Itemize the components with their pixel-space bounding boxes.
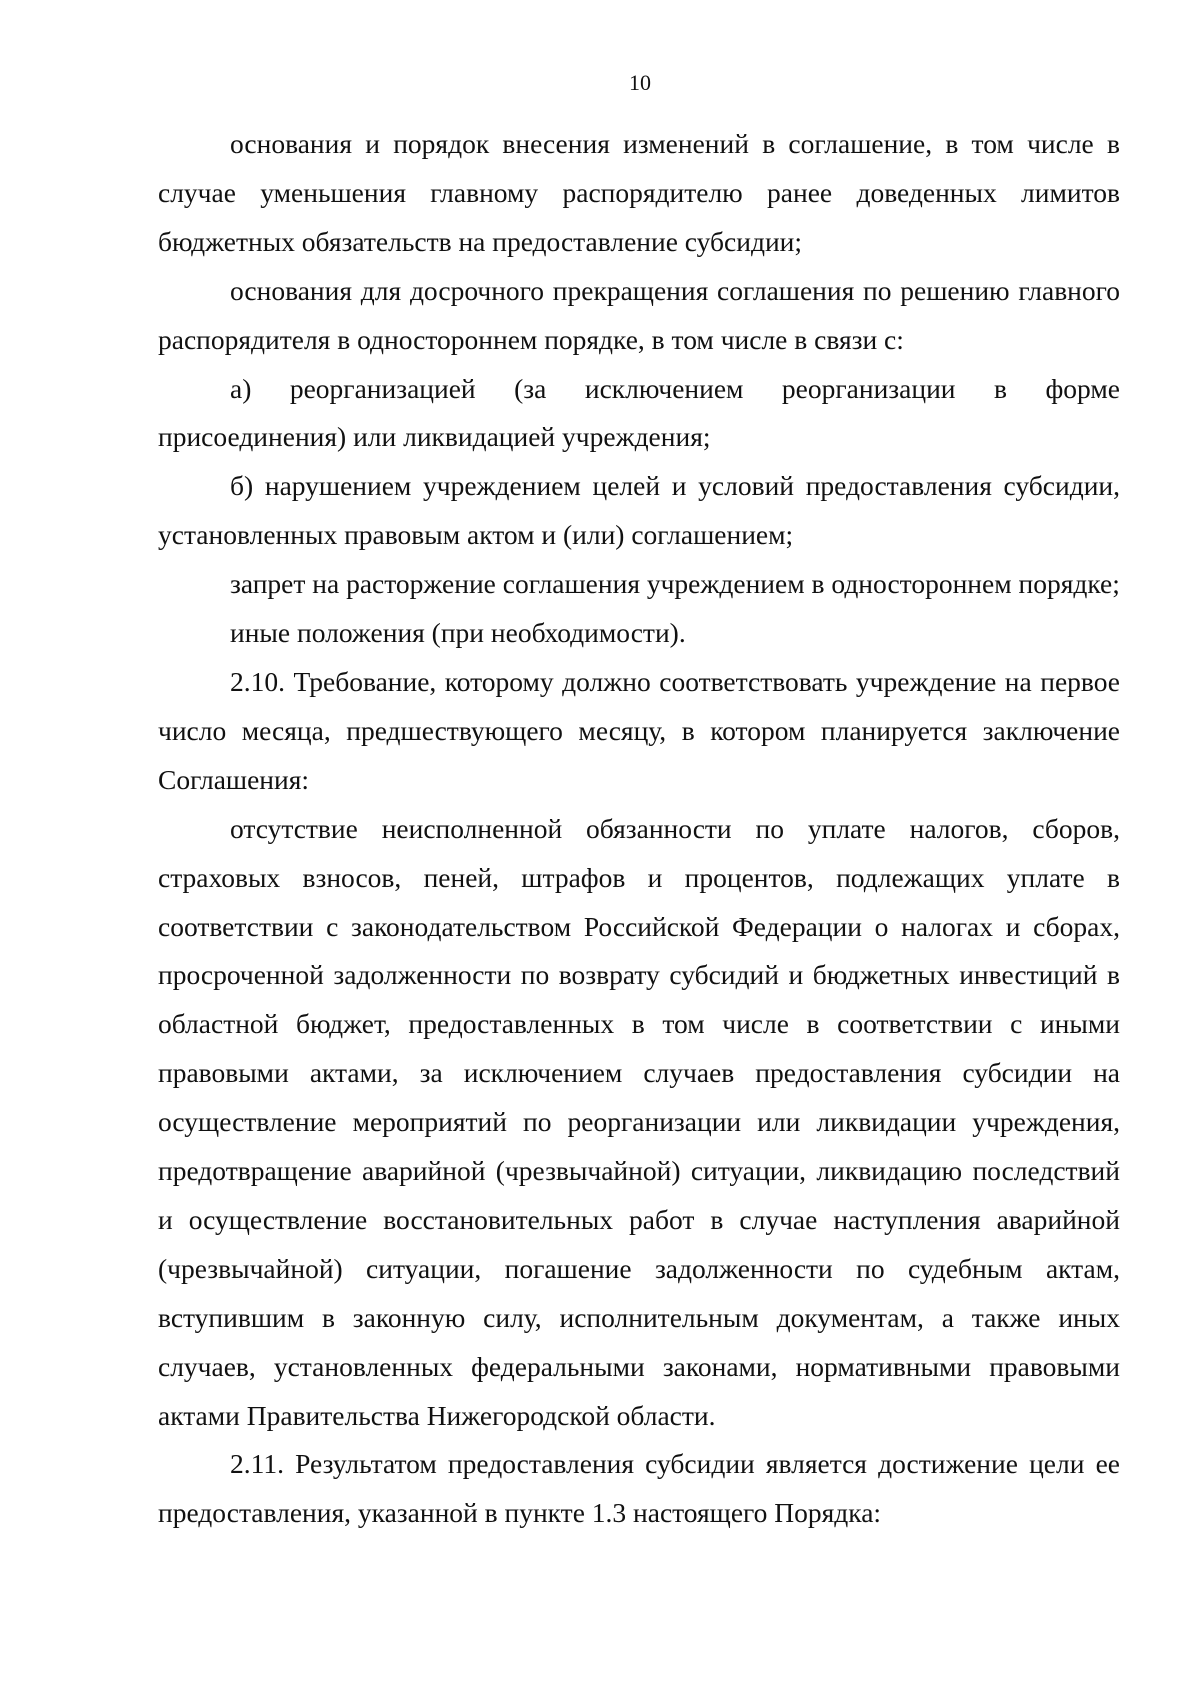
- page-number: 10: [629, 70, 651, 95]
- paragraph-section-2-11: 2.11. Результатом предоставления субсидии является достижение цели ее предоставления, указанной в пункте 1.3 настоящего Порядка:: [158, 1448, 1120, 1529]
- paragraph-section-2-10: 2.10. Требование, которому должно соответствовать учреждение на первое число месяца, предшествующего месяцу, в котором планируется заключение Соглашения:: [158, 665, 1120, 795]
- paragraph-no-outstanding-obligations: отсутствие неисполненной обязанности по уплате налогов, сборов, страховых взносов, пеней, штрафов и процентов, подлежащих уплате в соответствии с законодательством Российской Федерации о налогах и сборах, просроченной задолженности по возврату субсидий и бюджетных инвестиций в областной бюджет, предоставленных в том числе в соответствии с иными правовыми актами, за исключением случаев предоставления субсидии на осуществление мероприятий по реорганизации или ликвидации учреждения, предотвращение аварийной (чрезвычайной) ситуации, ликвидацию последствий и осуществление восстановительных работ в случае наступления аварийной (чрезвычайной) ситуации, погашение задолженности по судебным актам, вступившим в законную силу, исполнительным документам, а также иных случаев, установленных федеральными законами, нормативными правовыми актами Правительства Нижегородской области.: [158, 812, 1120, 1431]
- paragraph-other-provisions: иные положения (при необходимости).: [230, 617, 686, 649]
- paragraph-item-a-reorganization: а) реорганизацией (за исключением реорганизации в форме присоединения) или ликвидацией учреждения;: [158, 372, 1120, 453]
- document-body: [158, 120, 1120, 1538]
- paragraph-termination-prohibition: запрет на расторжение соглашения учреждением в одностороннем порядке;: [230, 568, 1120, 600]
- paragraph-early-termination-grounds: основания для досрочного прекращения соглашения по решению главного распорядителя в одностороннем порядке, в том числе в связи с:: [158, 274, 1120, 355]
- paragraph-item-b-violation: б) нарушением учреждением целей и условий предоставления субсидии, установленных правовым актом и (или) соглашением;: [158, 470, 1120, 551]
- paragraph-agreement-amendments: основания и порядок внесения изменений в соглашение, в том числе в случае уменьшения главному распорядителю ранее доведенных лимитов бюджетных обязательств на предоставление субсидии;: [158, 128, 1120, 257]
